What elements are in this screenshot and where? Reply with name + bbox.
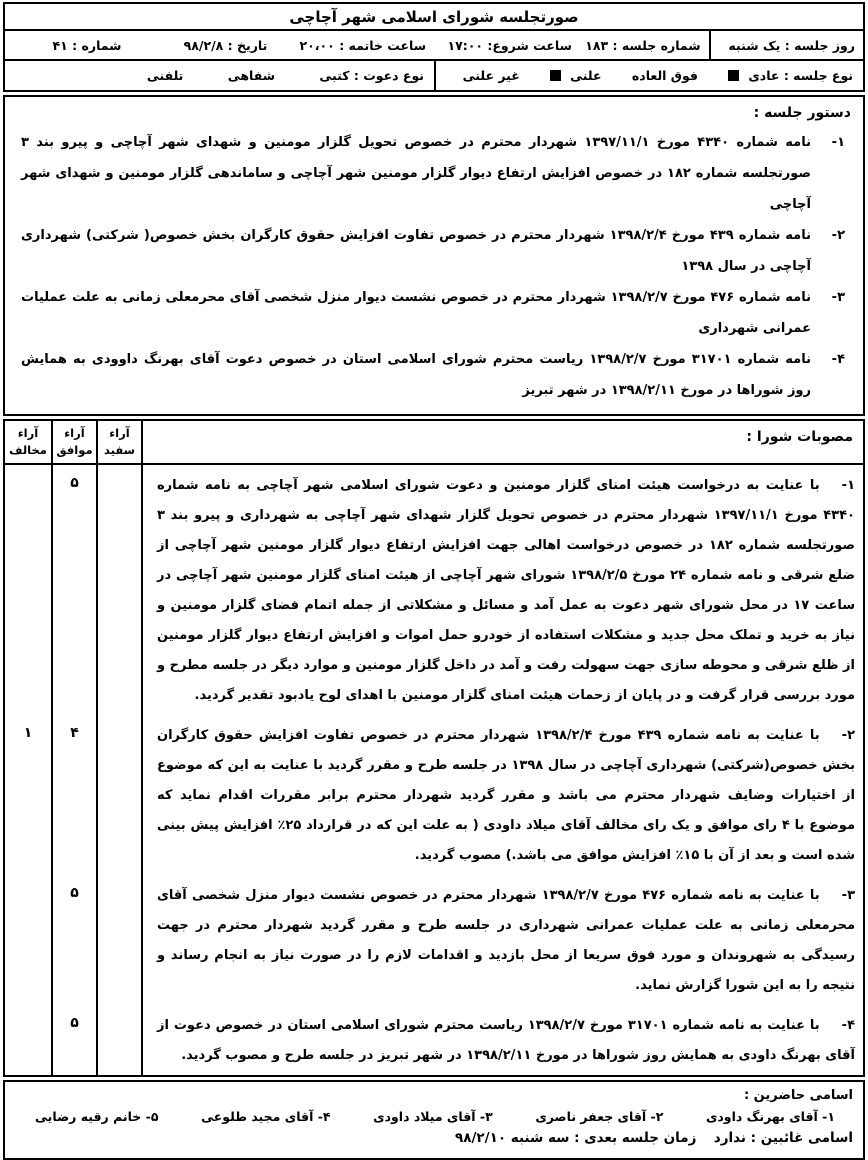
against-votes-value	[5, 465, 51, 715]
meta-label: ساعت شروع:	[487, 38, 572, 53]
attendee-name: ۵- خانم رقیه رضایی	[35, 1109, 159, 1124]
agree-votes-value: ۵	[51, 1005, 96, 1075]
resolution-text: با عنایت به نامه شماره ۳۱۷۰۱ مورخ ۱۳۹۸/۲/۷ ریاست محترم شورای اسلامی استان در خصوص دعوت از آقای بهرنگ داودی به همایش روز شوراها در مورخ ۱۳۹۸/۲/۱۱ در شهر تبریز در جلسه طرح و مصوب گردید.	[157, 1018, 855, 1063]
meta-value: ۴۱	[52, 38, 68, 53]
agenda-section	[3, 95, 865, 416]
invite-type-cell	[5, 61, 434, 90]
resolution-text: با عنایت به نامه شماره ۴۷۶ مورخ ۱۳۹۸/۲/۷ شهردار محترم در خصوص نشست دیوار منزل شخصی آقای محرمعلی زمانی به علت عملیات عمرانی شهرداری در جلسه طرح و مقرر گردید شهردار محترم در جهت رسیدگی به شهروندان و مورد فوق سریعا از محل بازدید و اقدامات لازم را در صورت نیاز به انجام رساند و نتیجه را به این شورا گزارش نماید.	[157, 888, 855, 993]
agenda-item-number: ۲-	[831, 228, 845, 243]
session-type-option-nonpublic	[463, 68, 520, 83]
meta-label: شماره :	[72, 38, 122, 53]
resolution-number: ۳-	[841, 888, 855, 903]
resolution-item	[141, 465, 863, 715]
footer-section	[3, 1080, 865, 1160]
meta-label: ساعت خاتمه :	[339, 38, 427, 53]
meta-value: ۱۷:۰۰	[447, 38, 484, 53]
attendee-name: ۲- آقای جعفر ناصری	[535, 1109, 664, 1124]
option-label: غیر علنی	[462, 68, 520, 83]
agenda-item-number: ۴-	[831, 352, 845, 367]
resolution-number: ۲-	[841, 728, 855, 743]
against-votes-value	[5, 1005, 51, 1075]
meta-number	[5, 31, 129, 59]
meta-date	[129, 31, 275, 59]
agree-votes-value: ۵	[51, 465, 96, 715]
resolution-item	[141, 1005, 863, 1075]
meta-label: شماره جلسه :	[612, 38, 701, 53]
absentees-value: ندارد	[713, 1130, 746, 1146]
resolution-number: ۴-	[841, 1018, 855, 1033]
agenda-item-text: نامه شماره ۴۳۹ مورخ ۱۳۹۸/۲/۴ شهردار محترم در خصوص تفاوت افزایش حقوق کارگران بخش خصوص( شرکتی) شهرداری آچاچی در سال ۱۳۹۸	[21, 228, 811, 274]
meta-session-day	[709, 31, 863, 59]
meta-label: روز جلسه :	[784, 38, 855, 53]
resolution-text: با عنایت به نامه شماره ۴۳۹ مورخ ۱۳۹۸/۲/۴ شهردار محترم در خصوص تفاوت افزایش حقوق کارگران بخش خصوص(شرکتی) شهرداری آچاچی در سال ۱۳۹۸ در جلسه طرح و مقرر گردید با عنایت به این که موضوع از اختیارات وضایف شهردار محترم می باشد و مقرر گردید شهردار محترم برابر مقررات اقدام نماید که موضوع با ۴ رای موافق و یک رای مخالف آقای میلاد داودی ( به علت این که در قرارداد ۲۵٪ افزایش پیش بینی شده است و بعد از آن با ۱۵٪ افزایش موافق می باشد.) مصوب گردید.	[157, 728, 855, 863]
invite-type-option-phone: تلفنی	[146, 68, 184, 83]
option-label: فوق العاده	[631, 68, 698, 83]
checked-checkbox-icon	[728, 70, 739, 81]
white-votes-value	[96, 1005, 141, 1075]
meta-label: تاریخ :	[227, 38, 268, 53]
agenda-item	[15, 127, 853, 220]
resolutions-section	[3, 419, 865, 1077]
meta-value: ۲۰،۰۰	[299, 38, 335, 53]
against-votes-value: ۱	[23, 725, 33, 741]
agenda-item-number: ۱-	[831, 135, 845, 150]
resolution-number: ۱-	[841, 478, 855, 493]
next-session-label: زمان جلسه بعدی :	[574, 1130, 697, 1146]
meta-end-time	[275, 31, 434, 59]
agenda-item-text: نامه شماره ۴۷۶ مورخ ۱۳۹۸/۲/۷ شهردار محترم در خصوص نشست دیوار منزل شخصی آقای محرمعلی زمانی به علت عملیات عمرانی شهرداری	[21, 290, 811, 336]
meta-value: یک شنبه	[728, 38, 781, 53]
type-row	[5, 61, 863, 90]
meta-value: ۹۸/۲/۸	[183, 38, 224, 53]
resolution-item	[141, 875, 863, 1005]
white-votes-value	[96, 465, 141, 715]
agenda-item	[15, 220, 853, 282]
resolutions-heading: مصوبات شورا :	[141, 421, 863, 465]
agenda-heading: دستور جلسه :	[753, 105, 851, 121]
invite-type-option-verbal: شفاهی	[227, 68, 276, 83]
session-type-option-public	[550, 68, 601, 83]
meta-session-number	[580, 31, 709, 59]
resolution-text: با عنایت به درخواست هیئت امنای گلزار مومنین و دعوت شورای اسلامی شهر آچاچی به نامه شماره ۴۳۴۰ مورخ ۱۳۹۷/۱۱/۱ شهردار محترم در خصوص تحویل گلزار شهدای شهر آچاچی به شهرداری و پیرو بند ۳ صورتجلسه شماره ۱۸۲ در خصوص درخواست اهالی جهت افزایش ارتفاع دیوار گلزار مومنین شهر آچاچی از ضلع شرقی و نامه شماره ۲۴ مورخ ۱۳۹۸/۲/۵ شورای شهر آچاچی از هیئت امنای گلزار مومنین شهر آچاچی در ساعت ۱۷ در محل شورای شهر دعوت به عمل آمد و مسائل و مشکلاتی از جمله اتمام فضای گلزار مومنین و نیاز به خرید و تملک محل جدید و مشکلات استفاده از خودرو حمل اموات و افزایش ارتفاع دیوار گلزار مومنین از ظلع شرقی و محوطه سازی جهت سهولت رفت و آمد در داخل گلزار مومنین و موارد دیگر در جلسه مطرح و مورد بررسی قرار گرفت و در پایان از زحمات هیئت امنای گلزار مومنین با اهدای لوح یادبود تقدیر گردید.	[157, 478, 855, 703]
invite-type-label: نوع دعوت :	[353, 68, 424, 83]
session-type-cell	[434, 61, 863, 90]
agenda-item-text: نامه شماره ۳۱۷۰۱ مورخ ۱۳۹۸/۲/۷ ریاست محترم شورای اسلامی استان در خصوص دعوت آقای بهرنگ داوودی به همایش روز شوراها در مورخ ۱۳۹۸/۲/۱۱ در شهر تبریز	[21, 352, 811, 398]
agenda-item-number: ۳-	[831, 290, 845, 305]
invite-type-option-written: کتبی	[319, 68, 350, 83]
agree-votes-value: ۴	[51, 715, 96, 875]
column-header-agree-votes: آراء موافق	[51, 421, 96, 465]
resolution-item	[141, 715, 863, 875]
white-votes-value	[96, 875, 141, 1005]
column-header-against-votes: آراء مخالف	[5, 421, 51, 465]
attendees-names-row	[15, 1107, 853, 1130]
meta-row	[5, 31, 863, 61]
agree-votes-value: ۵	[51, 875, 96, 1005]
next-session	[455, 1130, 696, 1146]
agenda-item-text: نامه شماره ۴۳۴۰ مورخ ۱۳۹۷/۱۱/۱ شهردار محترم در خصوص تحویل گلزار مومنین و شهدای شهر آچاچی و پیرو بند ۳ صورتجلسه شماره ۱۸۲ در خصوص افزایش ارتفاع دیوار گلزار مومنین شهر آچاچی و ساماندهی گلزار مومنین و شهدای شهر آچاچی	[21, 135, 811, 212]
meeting-minutes-document	[3, 2, 865, 1160]
checked-checkbox-icon	[550, 70, 561, 81]
page-title: صورتجلسه شورای اسلامی شهر آچاچی	[5, 4, 863, 31]
option-label: علنی	[570, 68, 602, 83]
agenda-item	[15, 344, 853, 406]
option-label: عادی	[748, 68, 780, 83]
meta-value: ۱۸۳	[585, 38, 609, 53]
attendees-heading: اسامی حاضرین :	[743, 1088, 853, 1103]
attendee-name: ۱- آقای بهرنگ داودی	[705, 1109, 835, 1124]
attendee-name: ۳- آقای میلاد داودی	[373, 1109, 493, 1124]
header-table	[3, 2, 865, 92]
session-type-label: نوع جلسه :	[783, 68, 853, 83]
against-votes-value	[5, 875, 51, 1005]
absentees	[714, 1130, 853, 1146]
agenda-item	[15, 282, 853, 344]
attendee-name: ۴- آقای مجید طلوعی	[201, 1109, 331, 1124]
session-type-option-ordinary	[728, 68, 779, 83]
session-type-option-extraordinary	[632, 68, 698, 83]
bottom-row	[15, 1130, 853, 1146]
column-header-white-votes: آراء سفید	[96, 421, 141, 465]
resolutions-table	[5, 421, 863, 1075]
absentees-label: اسامی غائبین :	[750, 1130, 853, 1146]
meta-start-time	[434, 31, 580, 59]
white-votes-value	[96, 715, 141, 875]
next-session-value: سه شنبه ۹۸/۲/۱۰	[455, 1130, 570, 1146]
